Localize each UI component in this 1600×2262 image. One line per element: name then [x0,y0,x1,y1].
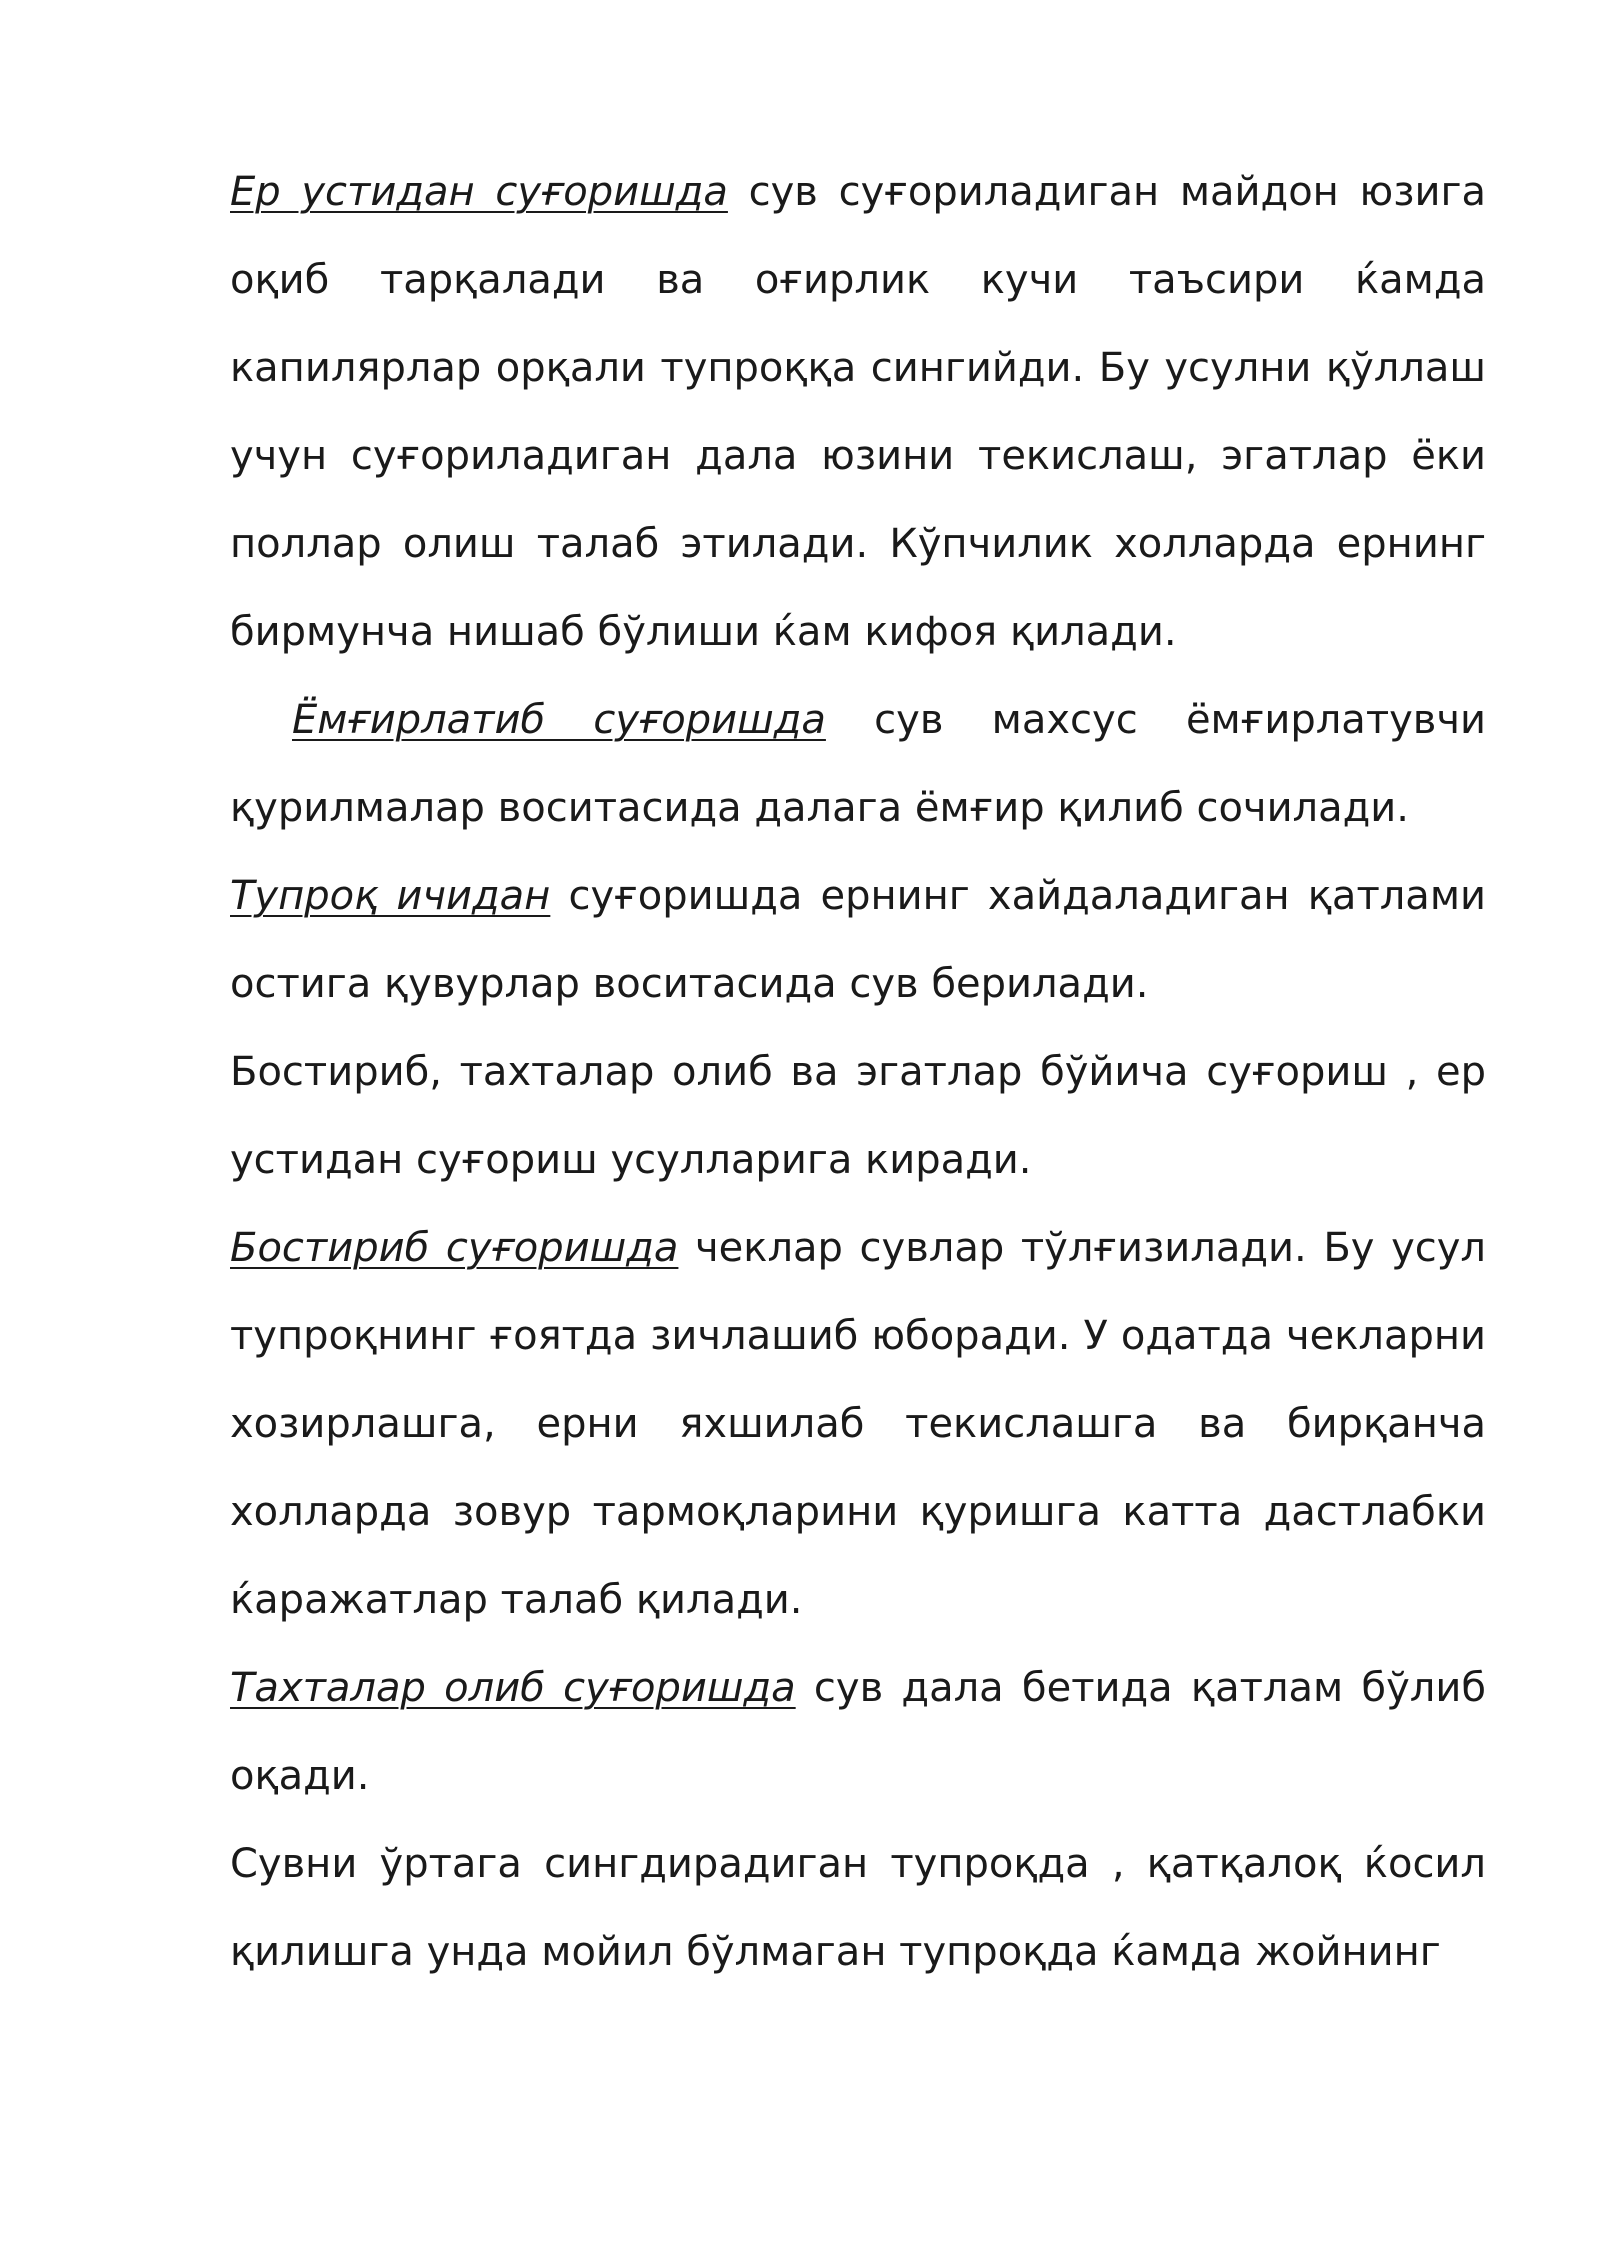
paragraph-soil-conditions [230,1820,1486,1996]
paragraph-basin-irrigation [230,1204,1486,1644]
paragraph-text: сув дала бетида қатлам бўлиб оқади. [230,1665,1486,1799]
term-sprinkler-irrigation: Ёмғирлатиб суғоришда [292,697,826,743]
term-basin-irrigation: Бостириб суғоришда [230,1225,679,1271]
paragraph-surface-irrigation [230,148,1486,676]
paragraph-text: Бостириб, тахталар олиб ва эгатлар бўйича суғориш , ер устидан суғориш усулларига киради. [230,1049,1486,1183]
paragraph-sprinkler-irrigation [230,676,1486,852]
paragraph-subsurface-irrigation [230,852,1486,1028]
paragraph-surface-methods [230,1028,1486,1204]
paragraph-text: сув суғориладиган майдон юзига оқиб тарқалади ва оғирлик кучи таъсири ќамда капилярлар орқали тупроққа сингийди. Бу усулни қўллаш учун суғориладиган дала юзини текислаш, эгатлар ёки поллар олиш талаб этилади. Кўпчилик холларда ернинг бирмунча нишаб бўлиши ќам кифоя қилади. [230,169,1486,655]
term-subsurface-irrigation: Тупроқ ичидан [230,873,551,919]
term-border-irrigation: Тахталар олиб суғоришда [230,1665,796,1711]
paragraph-text: суғоришда ернинг хайдаладиган қатлами остига қувурлар воситасида сув берилади. [230,873,1486,1007]
paragraph-text: чеклар сувлар тўлғизилади. Бу усул тупроқнинг ғоятда зичлашиб юборади. У одатда чекларни хозирлашга, ерни яхшилаб текислашга ва бирқанча холларда зовур тармоқларини қуришга катта дастлабки ќаражатлар талаб қилади. [230,1225,1486,1623]
paragraph-border-irrigation [230,1644,1486,1820]
document-page [230,148,1486,1996]
paragraph-text: сув махсус ёмғирлатувчи қурилмалар воситасида далага ёмғир қилиб сочилади. [230,697,1486,831]
term-surface-irrigation: Ер устидан суғоришда [230,169,728,215]
paragraph-text: Сувни ўртага сингдирадиган тупроқда , қатқалоқ ќосил қилишга унда мойил бўлмаган тупроқда ќамда жойнинг [230,1841,1486,1975]
